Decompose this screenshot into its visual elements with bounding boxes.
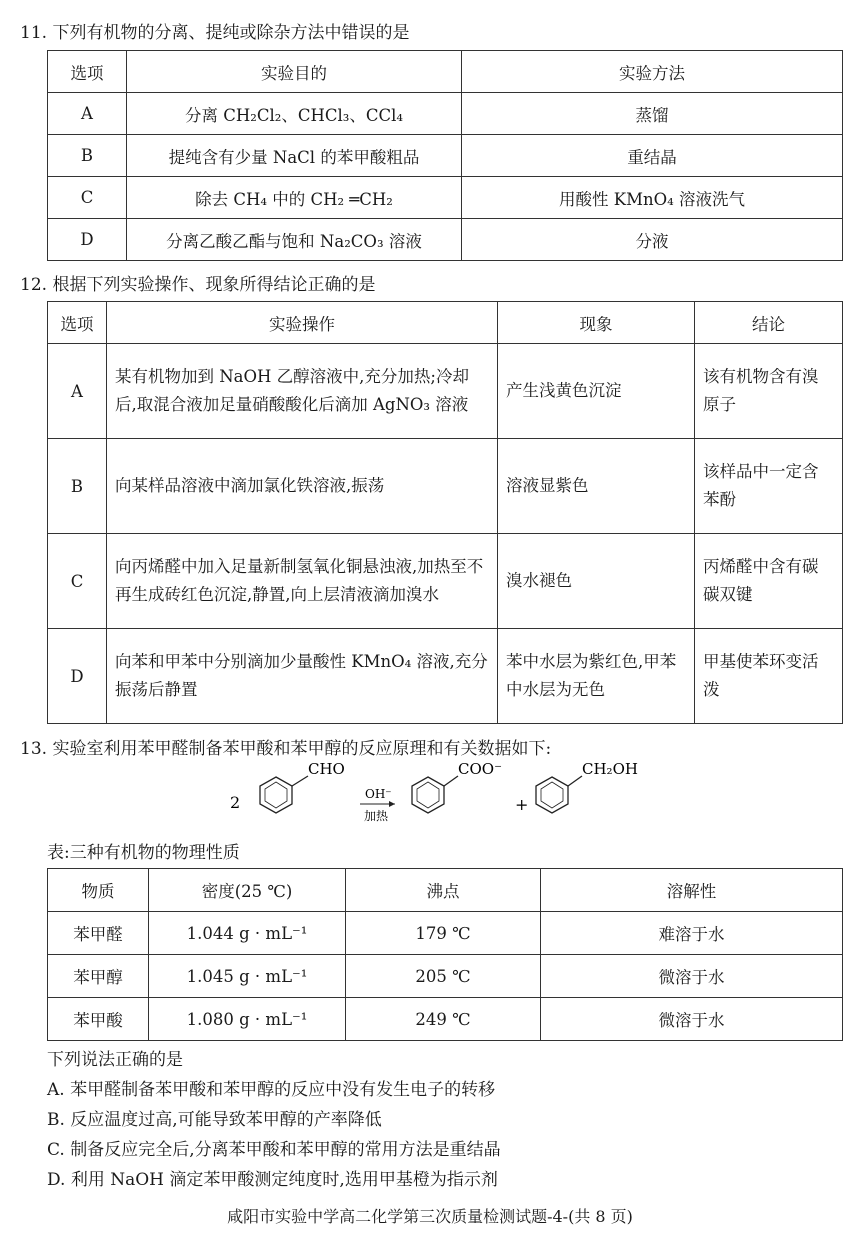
row-conclusion: 该有机物含有溴原子 [695, 344, 843, 439]
row-operation: 某有机物加到 NaOH 乙醇溶液中,充分加热;冷却后,取混合液加足量硝酸酸化后滴加 AgNO₃ 溶液 [107, 344, 498, 439]
reaction-coefficient: 2 [230, 793, 241, 812]
row-option: C [48, 177, 127, 219]
header-substance: 物质 [48, 869, 149, 912]
question-13-stem: 下列说法正确的是 [47, 1050, 183, 1070]
question-12-table [47, 301, 843, 724]
header-option: 选项 [48, 302, 107, 344]
row-bp: 205 ℃ [346, 955, 541, 998]
question-12-title: 12. 根据下列实验操作、现象所得结论正确的是 [20, 275, 376, 295]
row-purpose: 除去 CH₄ 中的 CH₂ ═CH₂ [127, 177, 462, 219]
table-row [48, 629, 843, 724]
row-density: 1.045 g · mL⁻¹ [149, 955, 346, 998]
header-operation: 实验操作 [107, 302, 498, 344]
benzene-ring-icon [260, 776, 308, 813]
option-a: A. 苯甲醛制备苯甲酸和苯甲醇的反应中没有发生电子的转移 [47, 1080, 496, 1100]
row-method: 用酸性 KMnO₄ 溶液洗气 [462, 177, 843, 219]
row-option: D [48, 219, 127, 261]
row-solubility: 微溶于水 [541, 998, 843, 1041]
table-header-row [48, 869, 843, 912]
table-header-row [48, 51, 843, 93]
row-conclusion: 甲基使苯环变活泼 [695, 629, 843, 724]
row-density: 1.080 g · mL⁻¹ [149, 998, 346, 1041]
row-option: A [48, 344, 107, 439]
option-c: C. 制备反应完全后,分离苯甲酸和苯甲醇的常用方法是重结晶 [47, 1140, 501, 1160]
row-method: 重结晶 [462, 135, 843, 177]
table-header-row [48, 302, 843, 344]
table-row [48, 177, 843, 219]
benzene-ring-icon [536, 776, 582, 813]
row-purpose: 提纯含有少量 NaCl 的苯甲酸粗品 [127, 135, 462, 177]
table-row [48, 912, 843, 955]
row-solubility: 难溶于水 [541, 912, 843, 955]
header-phenomenon: 现象 [498, 302, 695, 344]
row-name: 苯甲醇 [48, 955, 149, 998]
row-name: 苯甲酸 [48, 998, 149, 1041]
option-d: D. 利用 NaOH 滴定苯甲酸测定纯度时,选用甲基橙为指示剂 [47, 1170, 498, 1190]
table-caption: 表:三种有机物的物理性质 [47, 843, 240, 863]
row-purpose: 分离乙酸乙酯与饱和 Na₂CO₃ 溶液 [127, 219, 462, 261]
reaction-scheme [230, 760, 650, 830]
row-solubility: 微溶于水 [541, 955, 843, 998]
product2-group: CH₂OH [582, 760, 638, 778]
product1-group: COO⁻ [458, 760, 502, 778]
row-operation: 向苯和甲苯中分别滴加少量酸性 KMnO₄ 溶液,充分振荡后静置 [107, 629, 498, 724]
question-13-table [47, 868, 843, 1041]
row-bp: 249 ℃ [346, 998, 541, 1041]
reactant-group: CHO [308, 760, 345, 778]
table-row [48, 219, 843, 261]
row-operation: 向丙烯醛中加入足量新制氢氧化铜悬浊液,加热至不再生成砖红色沉淀,静置,向上层清液滴加溴水 [107, 534, 498, 629]
row-option: A [48, 93, 127, 135]
row-phenomenon: 苯中水层为紫红色,甲苯中水层为无色 [498, 629, 695, 724]
row-phenomenon: 溴水褪色 [498, 534, 695, 629]
arrow-head-icon [389, 801, 395, 807]
header-option: 选项 [48, 51, 127, 93]
table-row [48, 998, 843, 1041]
benzene-ring-icon [412, 776, 458, 813]
condition-label: 加热 [364, 809, 389, 823]
reagent-label: OH⁻ [365, 787, 392, 801]
table-row [48, 534, 843, 629]
header-method: 实验方法 [462, 51, 843, 93]
row-conclusion: 丙烯醛中含有碳碳双键 [695, 534, 843, 629]
header-bp: 沸点 [346, 869, 541, 912]
row-option: C [48, 534, 107, 629]
row-bp: 179 ℃ [346, 912, 541, 955]
plus-sign: + [515, 795, 529, 814]
table-row [48, 955, 843, 998]
question-11-title: 11. 下列有机物的分离、提纯或除杂方法中错误的是 [20, 23, 410, 43]
row-option: D [48, 629, 107, 724]
header-conclusion: 结论 [695, 302, 843, 344]
row-phenomenon: 产生浅黄色沉淀 [498, 344, 695, 439]
header-solubility: 溶解性 [541, 869, 843, 912]
table-row [48, 93, 843, 135]
page-footer: 咸阳市实验中学高二化学第三次质量检测试题-4-(共 8 页) [227, 1207, 633, 1226]
table-row [48, 344, 843, 439]
header-purpose: 实验目的 [127, 51, 462, 93]
option-b: B. 反应温度过高,可能导致苯甲醇的产率降低 [47, 1110, 382, 1130]
row-method: 分液 [462, 219, 843, 261]
row-conclusion: 该样品中一定含苯酚 [695, 439, 843, 534]
row-option: B [48, 135, 127, 177]
row-method: 蒸馏 [462, 93, 843, 135]
row-density: 1.044 g · mL⁻¹ [149, 912, 346, 955]
header-density: 密度(25 ℃) [149, 869, 346, 912]
question-11-table [47, 50, 843, 261]
row-name: 苯甲醛 [48, 912, 149, 955]
row-option: B [48, 439, 107, 534]
table-row [48, 439, 843, 534]
table-row [48, 135, 843, 177]
question-13-title: 13. 实验室利用苯甲醛制备苯甲酸和苯甲醇的反应原理和有关数据如下: [20, 739, 552, 759]
row-operation: 向某样品溶液中滴加氯化铁溶液,振荡 [107, 439, 498, 534]
row-phenomenon: 溶液显紫色 [498, 439, 695, 534]
row-purpose: 分离 CH₂Cl₂、CHCl₃、CCl₄ [127, 93, 462, 135]
